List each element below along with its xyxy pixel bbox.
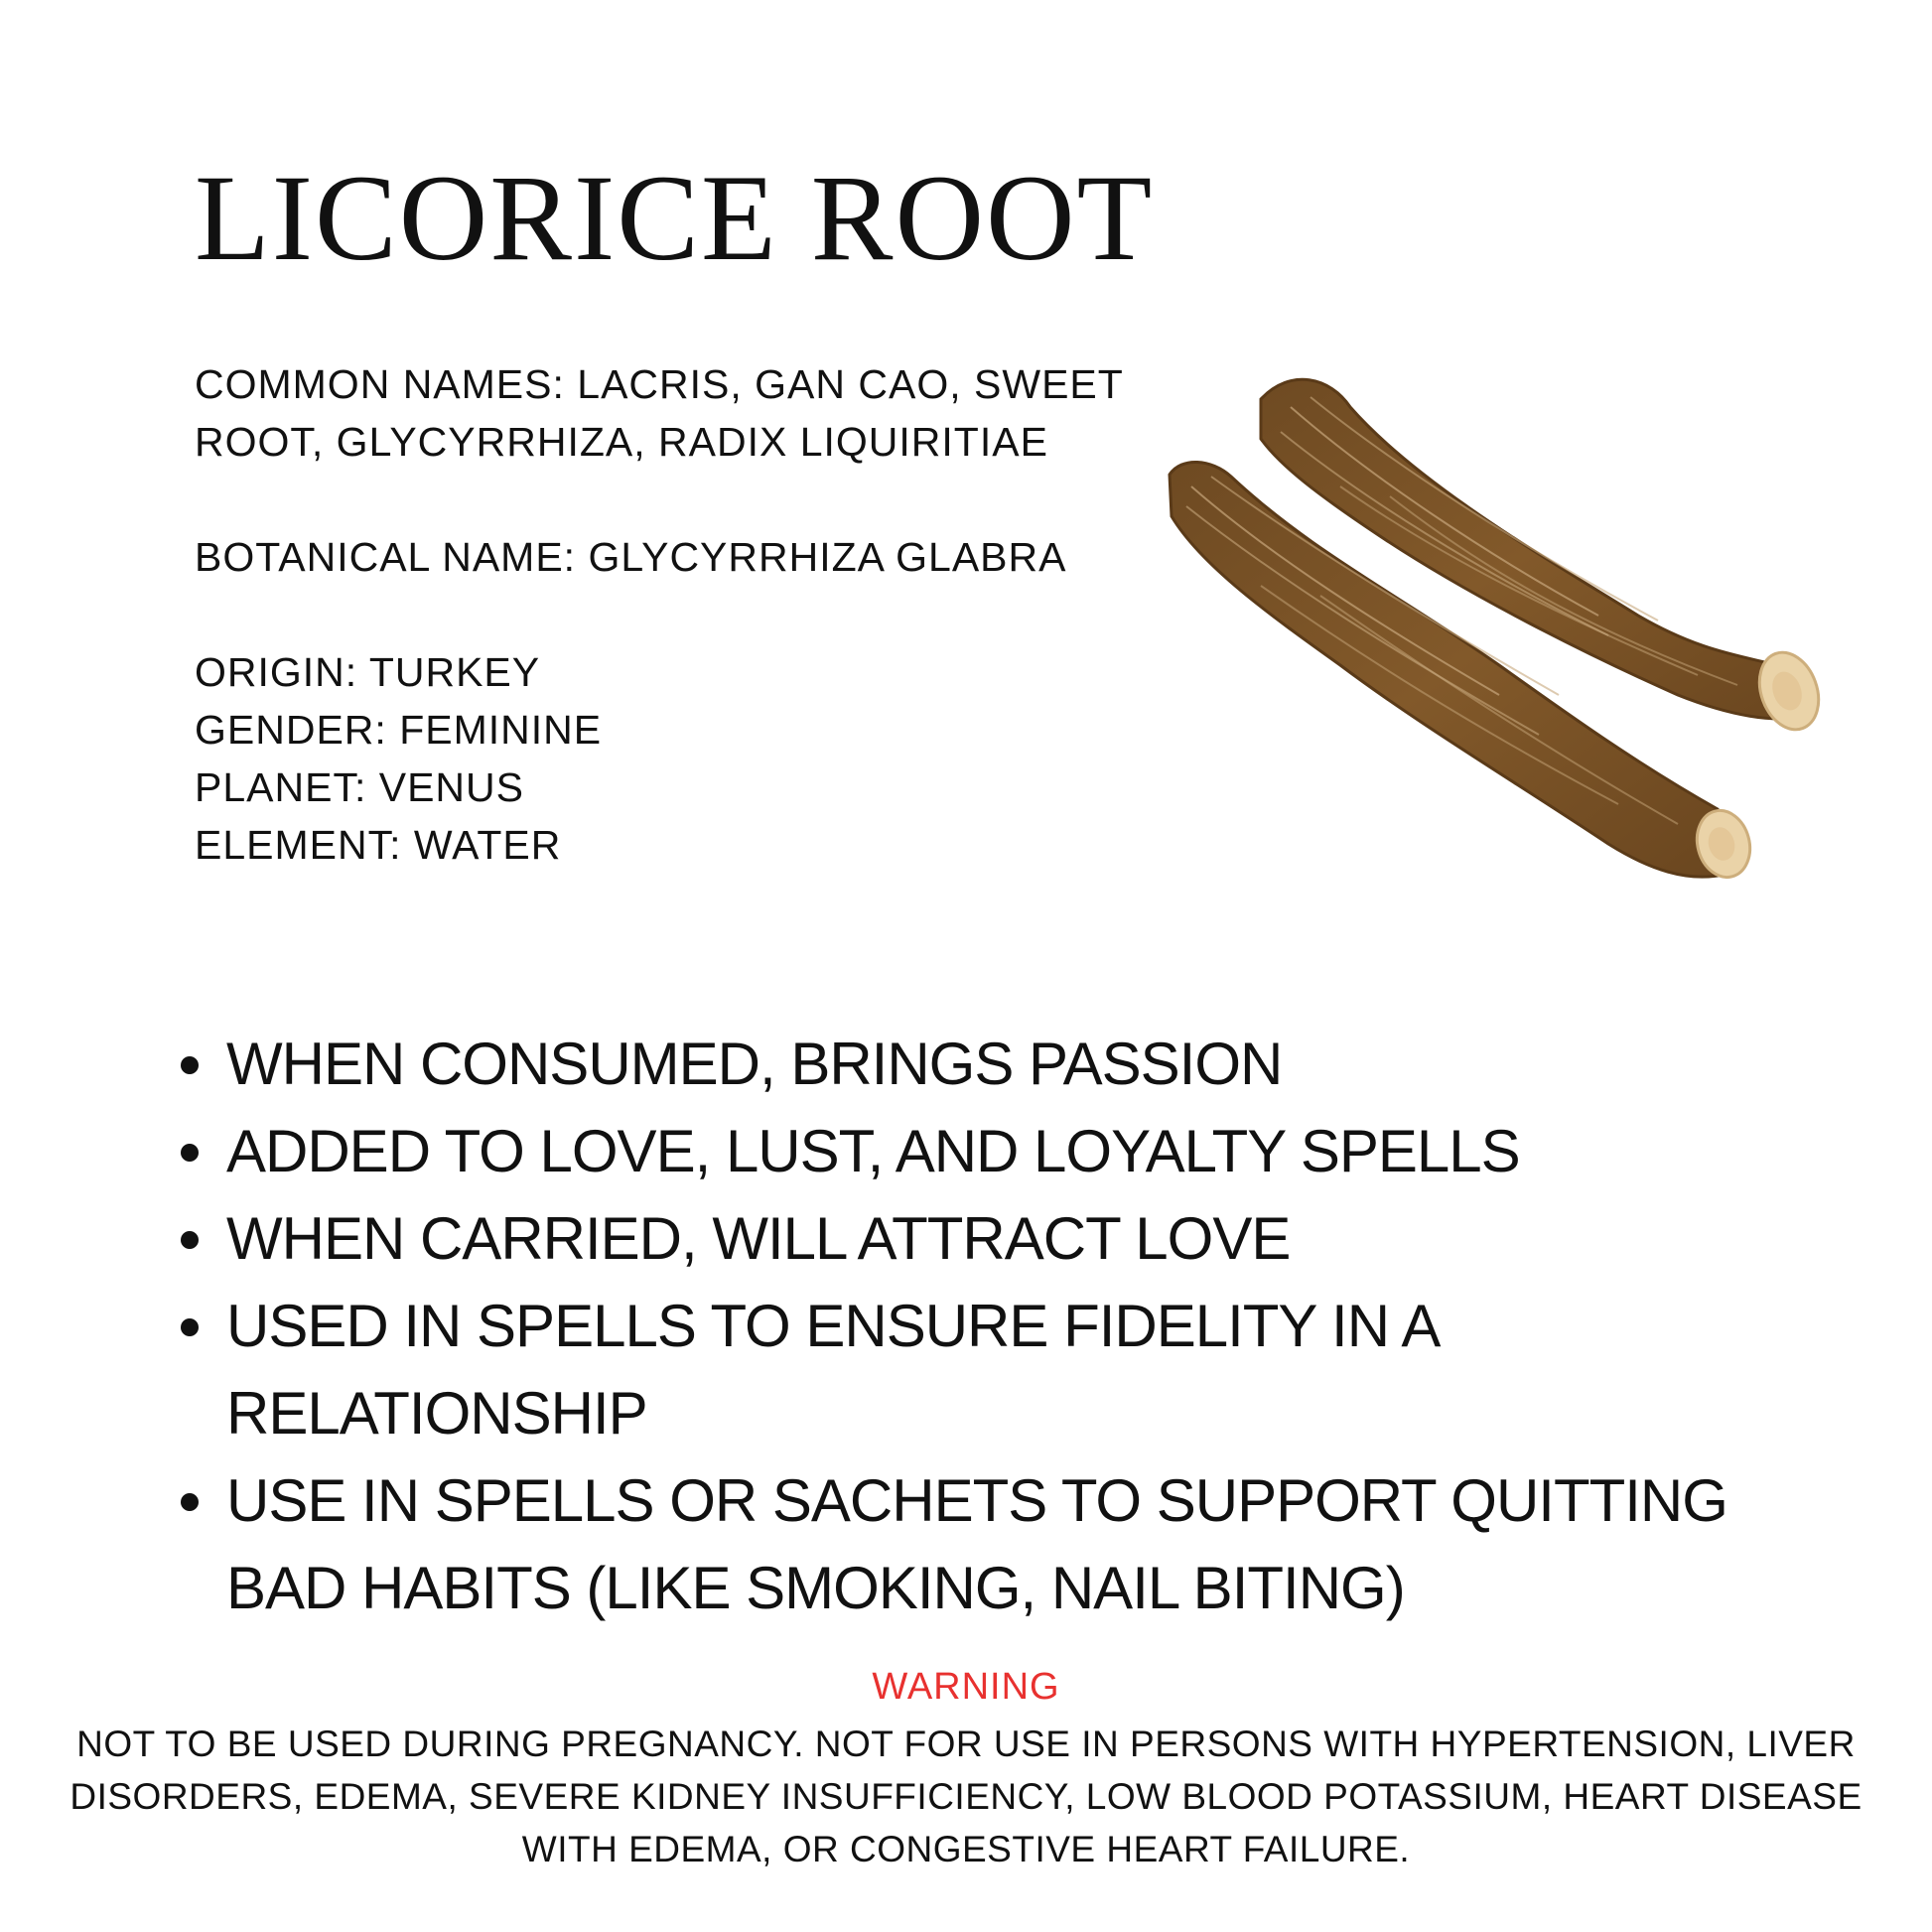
root-stick-back <box>1261 379 1827 738</box>
origin: ORIGIN: TURKEY <box>195 649 541 695</box>
warning-heading: WARNING <box>872 1666 1060 1708</box>
properties-list <box>175 1021 1803 1632</box>
list-item: WHEN CONSUMED, BRINGS PASSION <box>175 1021 1803 1108</box>
planet: PLANET: VENUS <box>195 764 524 810</box>
info-block <box>195 355 1168 874</box>
list-item: WHEN CARRIED, WILL ATTRACT LOVE <box>175 1195 1803 1283</box>
list-item: USE IN SPELLS OR SACHETS TO SUPPORT QUITTING BAD HABITS (LIKE SMOKING, NAIL BITING) <box>175 1457 1803 1632</box>
botanical-name: BOTANICAL NAME: GLYCYRRHIZA GLABRA <box>195 534 1067 580</box>
list-item: ADDED TO LOVE, LUST, AND LOYALTY SPELLS <box>175 1108 1803 1195</box>
page-title: LICORICE ROOT <box>195 150 1155 286</box>
common-names: COMMON NAMES: LACRIS, GAN CAO, SWEET ROOT, GLYCYRRHIZA, RADIX LIQUIRITIAE <box>195 361 1124 465</box>
gender: GENDER: FEMININE <box>195 707 603 753</box>
licorice-root-sticks-icon <box>1142 367 1827 903</box>
element: ELEMENT: WATER <box>195 822 562 868</box>
warning-text: NOT TO BE USED DURING PREGNANCY. NOT FOR USE IN PERSONS WITH HYPERTENSION, LIVER DISORDERS, EDEMA, SEVERE KIDNEY INSUFFICIENCY, LOW BLOOD POTASSIUM, HEART DISEASE WITH EDEMA, OR CONGESTIVE HEART FAILURE. <box>69 1724 1863 1869</box>
list-item: USED IN SPELLS TO ENSURE FIDELITY IN A RELATIONSHIP <box>175 1283 1803 1457</box>
